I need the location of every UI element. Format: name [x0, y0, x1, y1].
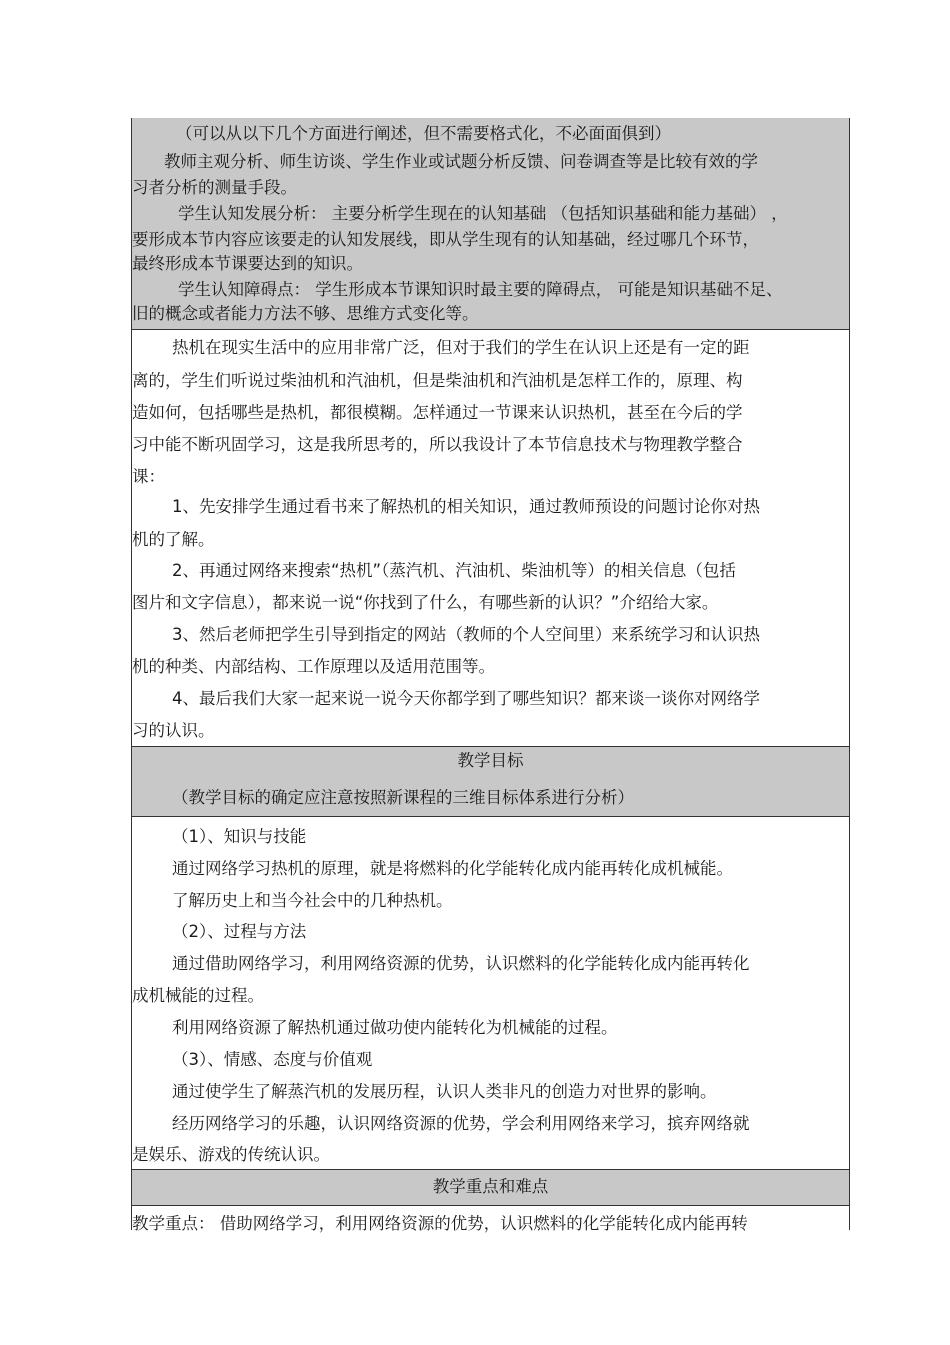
paragraph-line: 离的，学生们听说过柴油机和汽油机，但是柴油机和汽油机是怎样工作的，原理、构 — [132, 371, 743, 390]
goal-line: 通过网络学习热机的原理，就是将燃料的化学能转化成内能再转化成机械能。 — [172, 859, 733, 878]
guide-line: （可以从以下几个方面进行阐述，但不需要格式化，不必面面俱到） — [176, 124, 671, 143]
paragraph-line: 2、再通过网络来搜索“热机”（蒸汽机、汽油机、柴油机等）的相关信息（包括 — [172, 561, 736, 580]
goals-header-cell — [132, 747, 849, 816]
key-points-cell — [132, 1206, 849, 1233]
section-note: （教学目标的确定应注意按照新课程的三维目标体系进行分析） — [172, 788, 634, 807]
guide-line: 学生认知发展分析： 主要分析学生现在的认知基础 （包括知识基础和能力基础） ， — [178, 204, 788, 223]
paragraph-line: 1、先安排学生通过看书来了解热机的相关知识，通过教师预设的问题讨论你对热 — [172, 497, 760, 516]
guide-line: 教师主观分析、师生访谈、学生作业或试题分析反馈、问卷调查等是比较有效的学 — [164, 152, 758, 171]
goal-line: 是娱乐、游戏的传统认识。 — [132, 1145, 330, 1164]
paragraph-line: 习的认识。 — [132, 721, 215, 740]
paragraph-line: 机的种类、内部结构、工作原理以及适用范围等。 — [132, 657, 495, 676]
paragraph-line: 机的了解。 — [132, 530, 215, 549]
goal-line: 利用网络资源了解热机通过做功使内能转化为机械能的过程。 — [172, 1018, 618, 1037]
goal-line: 通过借助网络学习，利用网络资源的优势，认识燃料的化学能转化成内能再转化 — [172, 954, 750, 973]
key-point-line: 教学重点： 借助网络学习，利用网络资源的优势，认识燃料的化学能转化成内能再转 — [132, 1214, 748, 1233]
goal-line: 通过使学生了解蒸汽机的发展历程，认识人类非凡的创造力对世界的影响。 — [172, 1082, 717, 1101]
paragraph-line: 课： — [132, 467, 165, 486]
goals-cell — [132, 817, 849, 1169]
section-title: 教学目标 — [457, 751, 524, 770]
paragraph-line: 造如何，包括哪些是热机，都很模糊。怎样通过一节课来认识热机，甚至在今后的学 — [132, 403, 743, 422]
goal-heading: （3）、情感、态度与价值观 — [172, 1050, 373, 1069]
goal-heading: （1）、知识与技能 — [172, 827, 307, 846]
learner-analysis-cell — [132, 330, 849, 746]
analysis-guide-cell — [132, 118, 849, 329]
paragraph-line: 4、最后我们大家一起来说一说今天你都学到了哪些知识？都来谈一谈你对网络学 — [172, 689, 760, 708]
guide-line: 旧的概念或者能力方法不够、思维方式变化等。 — [132, 304, 479, 323]
paragraph-line: 习中能不断巩固学习，这是我所思考的，所以我设计了本节信息技术与物理教学整合 — [132, 435, 743, 454]
guide-line: 学生认知障碍点： 学生形成本节课知识时最主要的障碍点， 可能是知识基础不足、 — [178, 280, 783, 299]
guide-line: 要形成本节内容应该要走的认知发展线，即从学生现有的认知基础，经过哪几个环节， — [132, 230, 759, 249]
table-border-right — [849, 118, 850, 1230]
guide-line: 最终形成本节课要达到的知识。 — [132, 254, 363, 273]
paragraph-line: 图片和文字信息），都来说一说“你找到了什么，有哪些新的认识？”介绍给大家。 — [132, 593, 719, 612]
goal-line: 了解历史上和当今社会中的几种热机。 — [172, 891, 453, 910]
key-points-header-cell — [132, 1170, 849, 1205]
paragraph-line: 3、然后老师把学生引导到指定的网站（教师的个人空间里）来系统学习和认识热 — [172, 625, 760, 644]
goal-line: 成机械能的过程。 — [132, 986, 264, 1005]
section-title: 教学重点和难点 — [432, 1177, 549, 1196]
paragraph-line: 热机在现实生活中的应用非常广泛，但对于我们的学生在认识上还是有一定的距 — [172, 338, 750, 357]
guide-line: 习者分析的测量手段。 — [132, 178, 297, 197]
goal-heading: （2）、过程与方法 — [172, 922, 307, 941]
goal-line: 经历网络学习的乐趣，认识网络资源的优势，学会利用网络来学习，摈弃网络就 — [172, 1114, 750, 1133]
